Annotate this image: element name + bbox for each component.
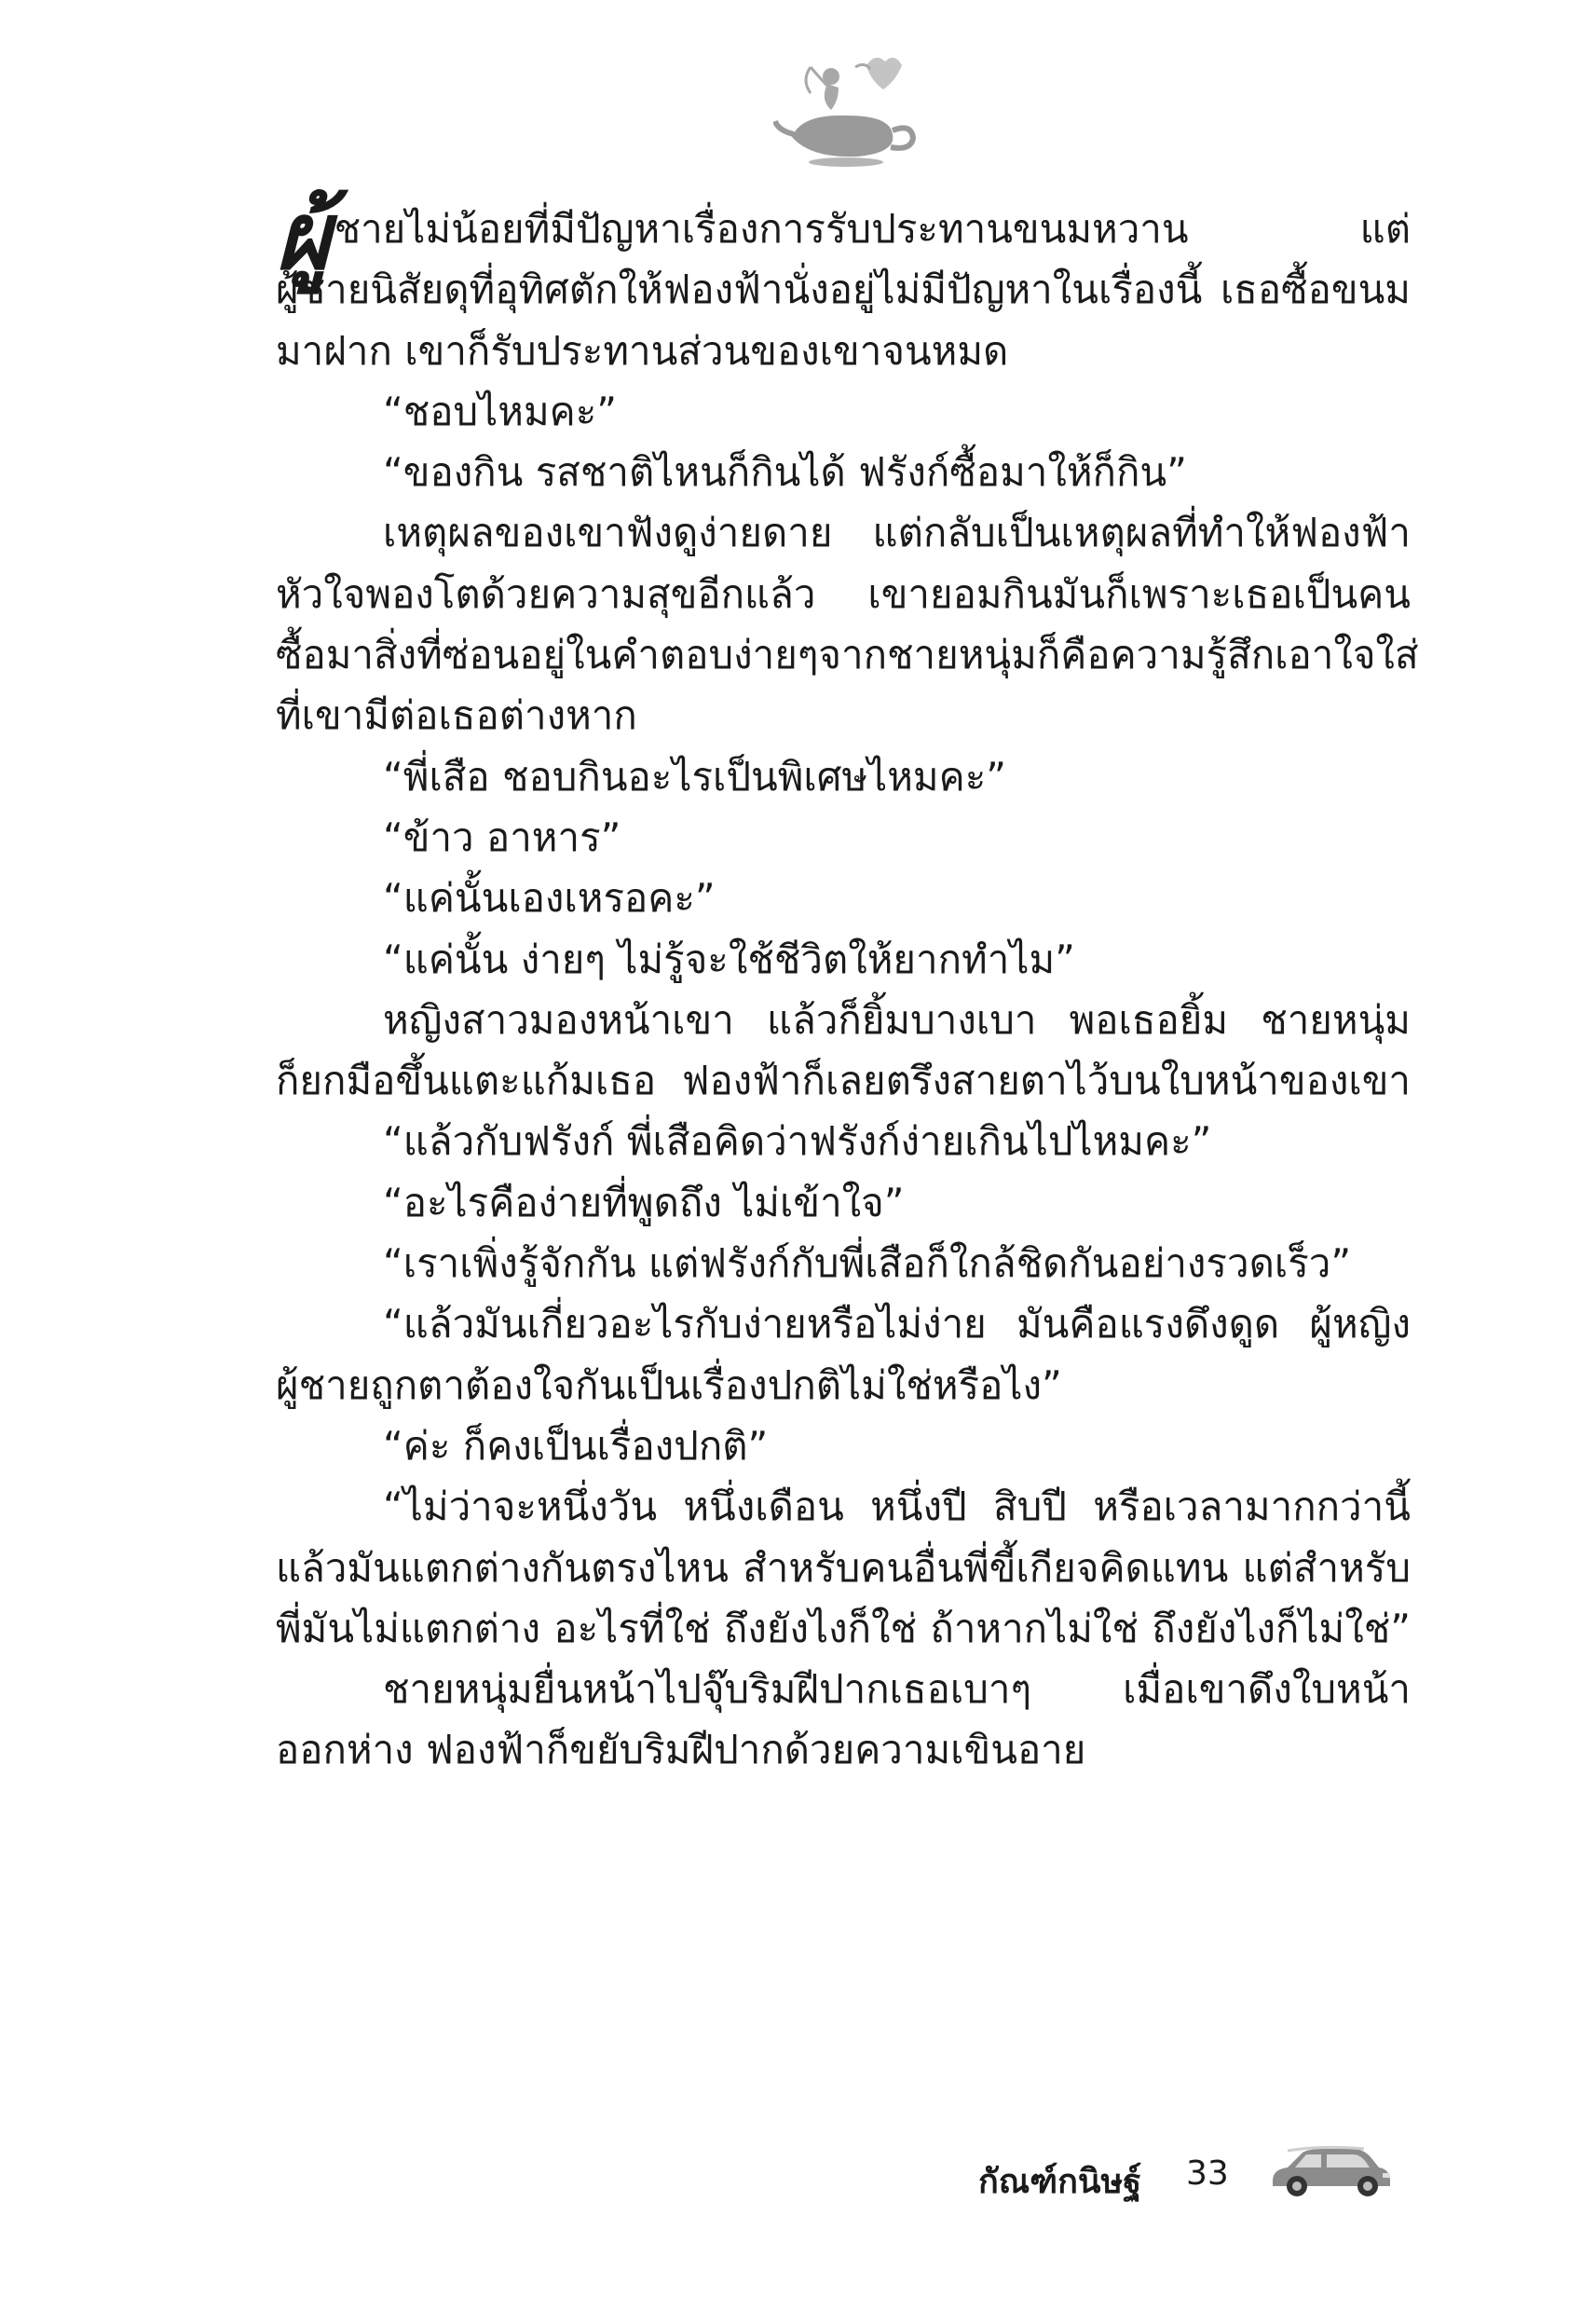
text-line: “ไม่ว่าจะหนึ่งวัน หนึ่งเดือน หนึ่งปี สิบปี หรือเวลามากกว่านี้ [383,1484,1411,1530]
text-line: “แล้วมันเกี่ยวอะไรกับง่ายหรือไม่ง่าย มันคือแรงดึงดูด ผู้หญิง [383,1301,1411,1347]
text-line: ซื้อมา สิ่งที่ซ่อนอยู่ในคำตอบง่ายๆ จากชายหนุ่มก็คือความรู้สึกเอาใจใส่ [276,632,1419,678]
text-line: ก็ยกมือขึ้นแตะแก้มเธอ ฟองฟ้าก็เลยตรึงสายตาไว้บนใบหน้าของเขา [276,1058,1411,1104]
cupid-teapot-icon [773,48,922,170]
page-number: 33 [1186,2154,1229,2193]
text-line: “อะไรคือง่ายที่พูดถึง ไม่เข้าใจ” [383,1179,905,1225]
text-line: “แล้วกับฟรังก์ พี่เสือคิดว่าฟรังก์ง่ายเกินไปไหมคะ” [383,1118,1212,1165]
text-line: ผู้ชายนิสัยดุที่อุทิศตักให้ฟองฟ้านั่งอยู่ไม่มีปัญหาในเรื่องนี้ เธอซื้อขนม [276,267,1411,313]
text-line: มาฝาก เขาก็รับประทานส่วนของเขาจนหมด [276,327,1009,374]
drop-cap: ผู้ [276,182,331,292]
text-line: “ของกิน รสชาติไหนก็กินได้ ฟรังก์ซื้อมาให้ก็กิน” [383,449,1187,496]
text-line: “ค่ะ ก็คงเป็นเรื่องปกติ” [383,1422,769,1469]
body-text [276,182,1419,1781]
text-line: “แค่นั้น ง่ายๆ ไม่รู้จะใช้ชีวิตให้ยากทำไม” [383,936,1075,982]
mini-car-icon [1267,2143,1393,2199]
page-footer [978,2143,1425,2208]
book-title: กัณฑ์กนิษฐ์ [978,2163,1142,2201]
text-line: “พี่เสือ ชอบกินอะไรเป็นพิเศษไหมคะ” [383,753,1007,800]
text-line: แล้วมันแตกต่างกันตรงไหน สำหรับคนอื่นพี่ขี้เกียจคิดแทน แต่สำหรับ [276,1544,1411,1591]
text-line: ชายหนุ่มยื่นหน้าไปจุ๊บริมฝีปากเธอเบาๆ เมื่อเขาดึงใบหน้า [383,1666,1411,1713]
text-line: ออกห่าง ฟองฟ้าก็ขยับริมฝีปากด้วยความเขินอาย [276,1727,1086,1773]
text-line: พี่มันไม่แตกต่าง อะไรที่ใช่ ถึงยังไงก็ใช่ ถ้าหากไม่ใช่ ถึงยังไงก็ไม่ใช่” [276,1605,1411,1651]
text-line: ผู้ชายถูกตาต้องใจกันเป็นเรื่องปกติไม่ใช่หรือไง” [276,1361,1062,1408]
text-line: “ชอบไหมคะ” [383,388,618,434]
text-line: ที่เขามีต่อเธอต่างหาก [276,692,637,739]
text-line: “เราเพิ่งรู้จักกัน แต่ฟรังก์กับพี่เสือก็ใกล้ชิดกันอย่างรวดเร็ว” [383,1240,1352,1287]
text-line: หัวใจพองโตด้วยความสุขอีกแล้ว เขายอมกินมันก็เพราะเธอเป็นคน [276,570,1411,617]
text-line: “ข้าว อาหาร” [383,814,621,860]
text-line: เหตุผลของเขาฟังดูง่ายดาย แต่กลับเป็นเหตุผลที่ทำให้ฟองฟ้า [383,510,1411,556]
text-line: ผู้ ชายไม่น้อยที่มีปัญหาเรื่องการรับประทานขนมหวาน แต่ [276,182,1411,292]
text-line: “แค่นั้นเองเหรอคะ” [383,875,716,922]
text-line: หญิงสาวมองหน้าเขา แล้วก็ยิ้มบางเบา พอเธอยิ้ม ชายหนุ่ม [383,996,1411,1043]
